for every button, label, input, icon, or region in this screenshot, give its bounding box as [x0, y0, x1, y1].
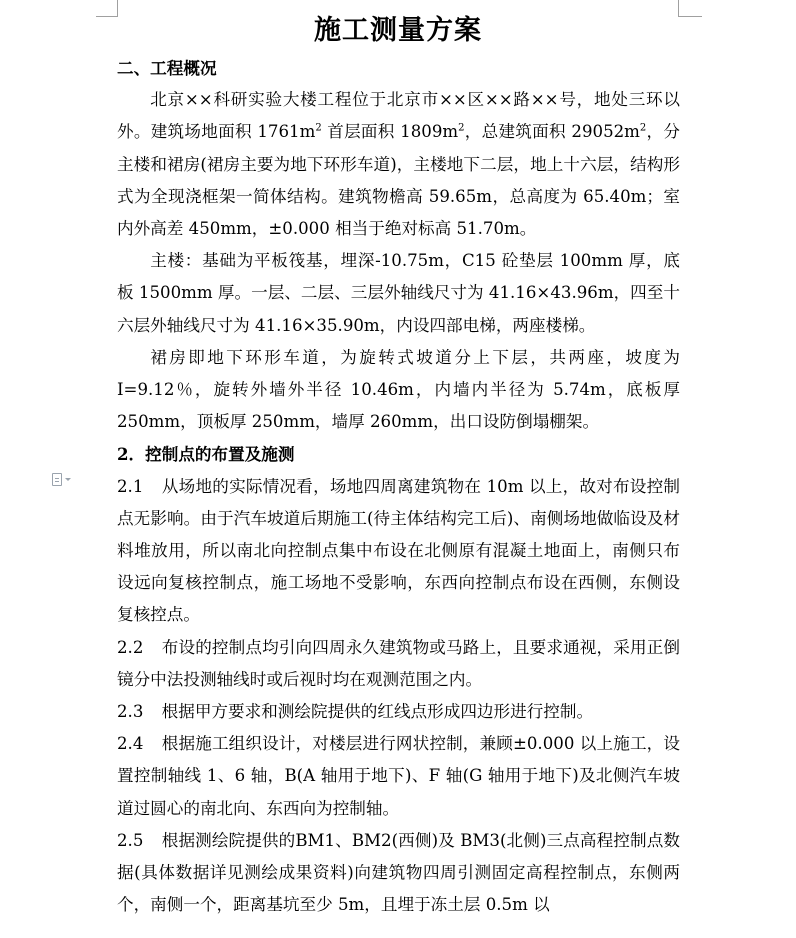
- paragraph-text: 首层面积 1809m: [321, 122, 459, 142]
- paragraph-main-building: 主楼：基础为平板筏基，埋深-10.75m，C15 砼垫层 100mm 厚，底板 1500mm 厚。一层、二层、三层外轴线尺寸为 41.16×43.96m，四至十六层外轴线尺寸为 41.16×35.90m，内设四部电梯，两座楼梯。: [117, 251, 680, 335]
- chevron-down-icon: [65, 478, 71, 481]
- item-number: 2.1: [117, 476, 144, 496]
- superscript: 2: [315, 122, 322, 134]
- superscript: 2: [458, 122, 465, 134]
- item-text: 从场地的实际情况看，场地四周离建筑物在 10m 以上，故对布设控制点无影响。由于汽车坡道后期施工(待主体结构完工后)、南侧场地做临设及材料堆放用，所以南北向控制点集中布设在北侧原有混凝土地面上，南侧只布设远向复核控制点，施工场地不受影响，东西向控制点布设在西侧，东侧设复核控点。: [117, 476, 680, 625]
- item-number: 2.4: [117, 734, 144, 754]
- list-item: [117, 728, 680, 825]
- list-item: [117, 632, 680, 696]
- section-heading-overview: 二、工程概况: [117, 58, 217, 78]
- item-text: 布设的控制点均引向四周永久建筑物或马路上，且要求通视，采用正倒镜分中法投测轴线时或后视时均在观测范围之内。: [117, 637, 680, 689]
- item-text: 根据测绘院提供的BM1、BM2(西侧)及 BM3(北侧)三点高程控制点数据(具体数据详见测绘成果资料)向建筑物四周引测固定高程控制点，东侧两个，南侧一个，距离基坑至少 5m，且埋于冻土层 0.5m 以: [117, 830, 680, 915]
- page-title: 施工测量方案: [314, 15, 482, 46]
- superscript: 2: [639, 122, 647, 134]
- item-number: 2.5: [117, 830, 144, 850]
- document-body: [117, 52, 680, 921]
- item-text: 根据甲方要求和测绘院提供的红线点形成四边形进行控制。: [161, 702, 594, 722]
- item-text: 根据施工组织设计，对楼层进行网状控制，兼顾±0.000 以上施工，设置控制轴线 1、6 轴，B(A 轴用于地下)、F 轴(G 轴用于地下)及北侧汽车坡道过圆心的南北向、东西向为控制轴。: [117, 734, 680, 818]
- list-item: [117, 696, 680, 728]
- item-number: 2.3: [117, 702, 144, 722]
- paragraph-text: ，分主楼和裙房(裙房主要为地下环形车道)，主楼地下二层，地上十六层，结构形式为全现浇框架一简体结构。建筑物檐高 59.65m，总高度为 65.40m；室内外高差 450mm，±0.000 相当于绝对标高 51.70m。: [117, 122, 680, 239]
- item-number: 2.2: [117, 637, 144, 657]
- paragraph-podium: 裙房即地下环形车道，为旋转式坡道分上下层，共两座，坡度为 I=9.12％，旋转外墙外半径 10.46m，内墙内半径为 5.74m，底板厚 250mm，顶板厚 250mm，墙厚 260mm，出口设防倒塌棚架。: [117, 347, 680, 432]
- list-item: [117, 471, 680, 632]
- paragraph-marker[interactable]: [52, 471, 82, 487]
- list-item: [117, 825, 680, 922]
- paragraph-text: 北京××科研实验大楼工程位于北京市××区××路××号，地处三环以外。建筑场地面积 1761m: [117, 90, 680, 142]
- section-heading-control-points: 2．控制点的布置及施测: [117, 444, 295, 465]
- paragraph-overview: [117, 84, 680, 245]
- document-page-icon: [52, 473, 62, 486]
- paragraph-text: ，总建筑面积 29052m: [464, 122, 640, 142]
